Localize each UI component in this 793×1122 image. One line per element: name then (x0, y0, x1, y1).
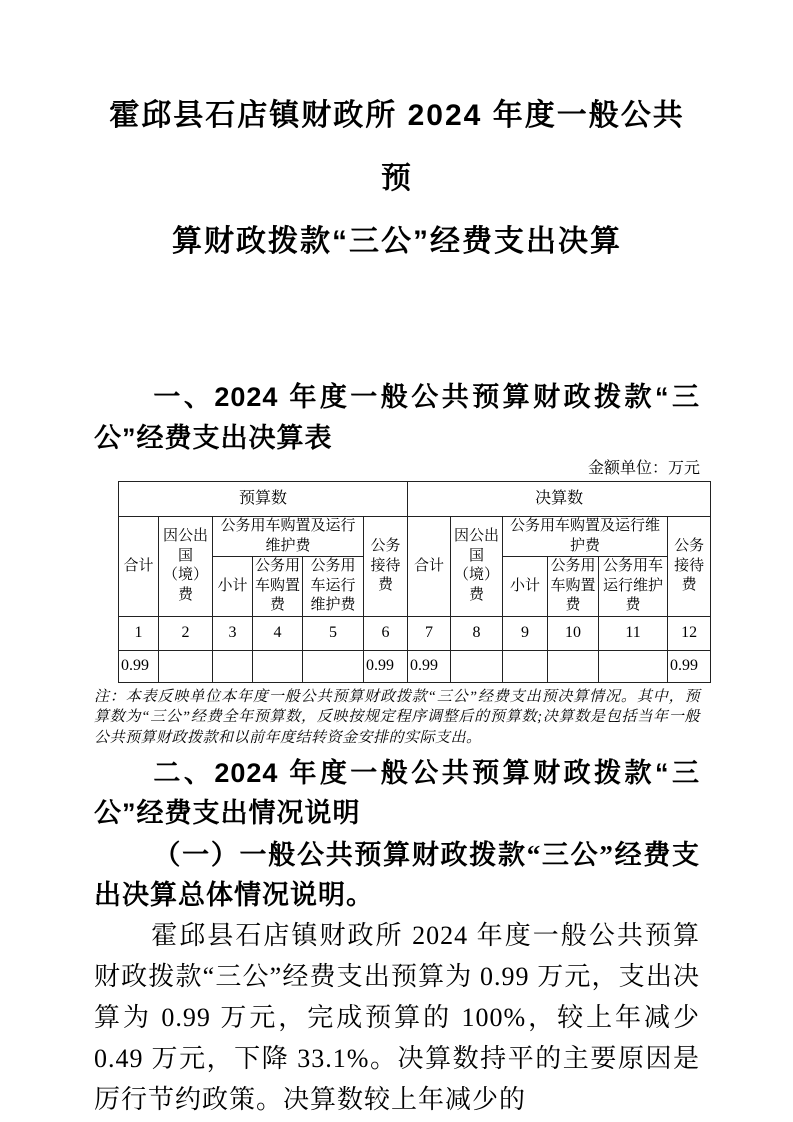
col-header-vehicle-purchase-budget: 公务用车购置费 (253, 557, 303, 617)
column-number-cell: 7 (408, 616, 451, 650)
value-cell-total-final: 0.99 (408, 650, 451, 682)
value-cell-vehicle-subtotal-budget (213, 650, 253, 682)
value-cell-abroad-budget (159, 650, 213, 682)
col-header-reception-final: 公务接待费 (668, 517, 711, 617)
col-header-vehicle-subtotal-final: 小计 (503, 557, 548, 617)
col-header-vehicle-purchase-final: 公务用车购置费 (548, 557, 599, 617)
column-number-cell: 4 (253, 616, 303, 650)
col-header-total-budget: 合计 (119, 517, 159, 617)
value-cell-total-budget: 0.99 (119, 650, 159, 682)
value-cell-abroad-final (451, 650, 503, 682)
column-number-cell: 5 (303, 616, 364, 650)
col-header-vehicle-group-final: 公务用车购置及运行维护费 (503, 517, 668, 557)
doc-title (94, 84, 700, 273)
column-number-cell: 12 (668, 616, 711, 650)
column-number-cell: 9 (503, 616, 548, 650)
value-cell-vehicle-purchase-budget (253, 650, 303, 682)
column-number-cell: 3 (213, 616, 253, 650)
value-cell-reception-final: 0.99 (668, 650, 711, 682)
column-number-cell: 10 (548, 616, 599, 650)
section-2-heading: 二、2024 年度一般公共预算财政拨款“三公”经费支出情况说明 (94, 758, 700, 828)
col-header-abroad-final: 因公出国（境）费 (451, 517, 503, 617)
table-value-row (119, 650, 711, 682)
value-cell-vehicle-purchase-final (548, 650, 599, 682)
column-number-cell: 1 (119, 616, 159, 650)
value-cell-reception-budget: 0.99 (364, 650, 408, 682)
section-1-heading: 一、2024 年度一般公共预算财政拨款“三公”经费支出决算表 (94, 382, 700, 453)
col-header-total-final: 合计 (408, 517, 451, 617)
column-number-cell: 6 (364, 616, 408, 650)
col-header-reception-budget: 公务接待费 (364, 517, 408, 617)
column-number-cell: 8 (451, 616, 503, 650)
column-number-cell: 11 (599, 616, 668, 650)
column-number-cell: 2 (159, 616, 213, 650)
doc-title-line-1: 霍邱县石店镇财政所 2024 年度一般公共预 (109, 99, 685, 195)
table-group-header-row (119, 482, 711, 517)
col-header-vehicle-maintenance-final: 公务用车运行维护费 (599, 557, 668, 617)
section-2-1-heading: （一）一般公共预算财政拨款“三公”经费支出决算总体情况说明。 (94, 840, 700, 910)
col-header-vehicle-maintenance-budget: 公务用车运行维护费 (303, 557, 364, 617)
col-header-abroad-budget: 因公出国（境）费 (159, 517, 213, 617)
group-header-budget: 预算数 (119, 482, 408, 517)
value-cell-vehicle-subtotal-final (503, 650, 548, 682)
doc-title-line-2: 算财政拨款“三公”经费支出决算 (172, 225, 622, 258)
value-cell-vehicle-maintenance-budget (303, 650, 364, 682)
table-column-number-row (119, 616, 711, 650)
section-2-1-body: 霍邱县石店镇财政所 2024 年度一般公共预算财政拨款“三公”经费支出预算为 0.99 万元，支出决算为 0.99 万元，完成预算的 100%，较上年减少 0.49 万元，下降 33.1%。决算数持平的主要原因是厉行节约政策。决算数较上年减少的 (94, 921, 700, 1114)
col-header-vehicle-group-budget: 公务用车购置及运行维护费 (213, 517, 364, 557)
amount-unit-label: 金额单位：万元 (587, 460, 700, 477)
table-note: 注：本表反映单位本年度一般公共预算财政拨款“三公”经费支出预决算情况。其中，预算数为“三公”经费全年预算数，反映按规定程序调整后的预算数;决算数是包括当年一般公共预算财政拨款和以前年度结转资金安排的实际支出。 (94, 688, 700, 746)
table-header-row (119, 517, 711, 557)
group-header-final: 决算数 (408, 482, 711, 517)
value-cell-vehicle-maintenance-final (599, 650, 668, 682)
sangong-expenditure-table (118, 481, 711, 683)
col-header-vehicle-subtotal-budget: 小计 (213, 557, 253, 617)
